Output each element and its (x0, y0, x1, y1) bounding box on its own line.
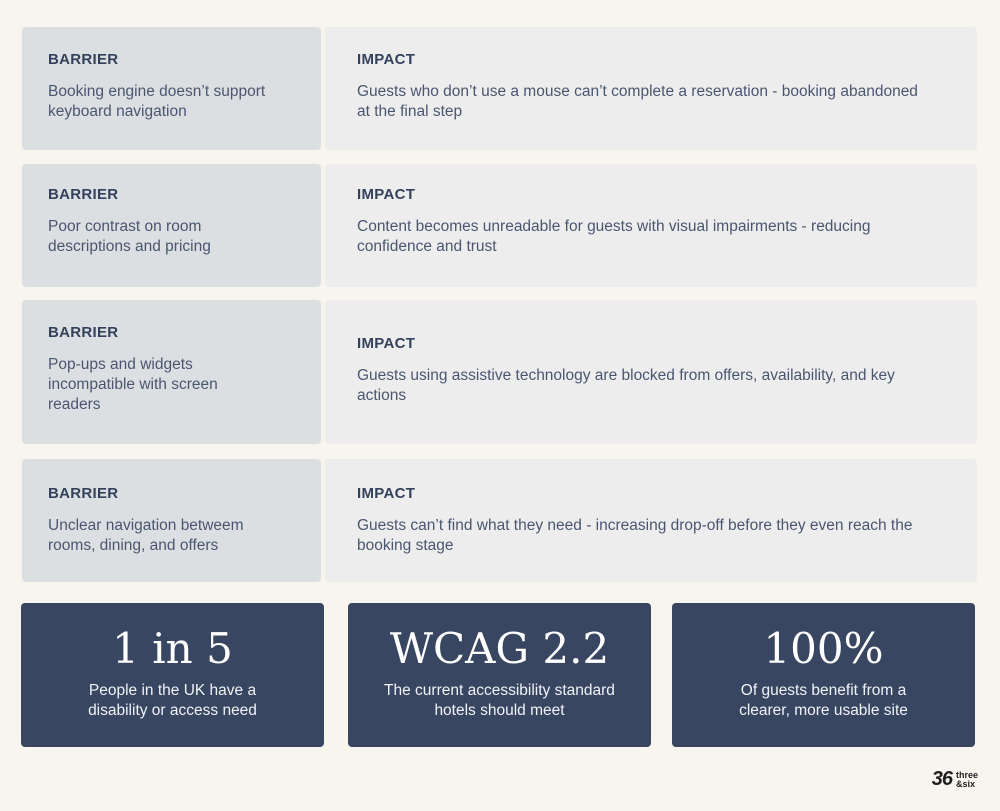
impact-label: IMPACT (357, 186, 416, 203)
three-and-six-logo (932, 768, 978, 791)
barrier-label: BARRIER (48, 485, 119, 502)
barrier-text: Pop-ups and widgets incompatible with screen readers (48, 356, 218, 413)
impact-text: Guests can’t find what they need - increasing drop-off before they even reach the booking stage (357, 517, 913, 554)
impact-cell (325, 164, 977, 287)
impact-text: Guests who don’t use a mouse can’t complete a reservation - booking abandoned at the final step (357, 83, 918, 120)
stat-description: Of guests benefit from a clearer, more usable site (739, 682, 908, 719)
stat-card-guests (672, 603, 975, 747)
barrier-text: Booking engine doesn’t support keyboard navigation (48, 83, 266, 120)
impact-label: IMPACT (357, 335, 416, 352)
stat-value: 1 in 5 (112, 624, 233, 673)
impact-cell (325, 300, 977, 444)
stat-card-wcag (348, 603, 651, 747)
barrier-text: Unclear navigation betweem rooms, dining, and offers (48, 517, 244, 554)
stat-card-disability (21, 603, 324, 747)
barrier-impact-row (22, 164, 977, 287)
logo-word-bottom: &six (955, 778, 975, 789)
barrier-cell (22, 459, 321, 582)
stat-value: WCAG 2.2 (389, 624, 610, 673)
logo-word-top: three (955, 769, 978, 780)
logo-wordmark (956, 771, 978, 789)
barrier-impact-row (22, 27, 977, 150)
logo-number: 36 (931, 768, 952, 790)
barrier-label: BARRIER (48, 186, 119, 203)
barrier-label: BARRIER (48, 51, 119, 68)
barrier-impact-row (22, 459, 977, 582)
barrier-text: Poor contrast on room descriptions and pricing (48, 218, 211, 255)
impact-text: Guests using assistive technology are blocked from offers, availability, and key actions (357, 367, 895, 404)
stat-value: 100% (763, 624, 884, 673)
stat-description: The current accessibility standard hotels should meet (384, 682, 615, 719)
barrier-cell (22, 164, 321, 287)
barrier-cell (22, 300, 321, 444)
barrier-cell (22, 27, 321, 150)
impact-cell (325, 27, 977, 150)
barrier-impact-row (22, 300, 977, 444)
impact-label: IMPACT (357, 485, 416, 502)
stat-description: People in the UK have a disability or access need (88, 682, 257, 719)
barrier-label: BARRIER (48, 324, 119, 341)
impact-label: IMPACT (357, 51, 416, 68)
impact-cell (325, 459, 977, 582)
impact-text: Content becomes unreadable for guests with visual impairments - reducing confidence and trust (357, 218, 871, 255)
